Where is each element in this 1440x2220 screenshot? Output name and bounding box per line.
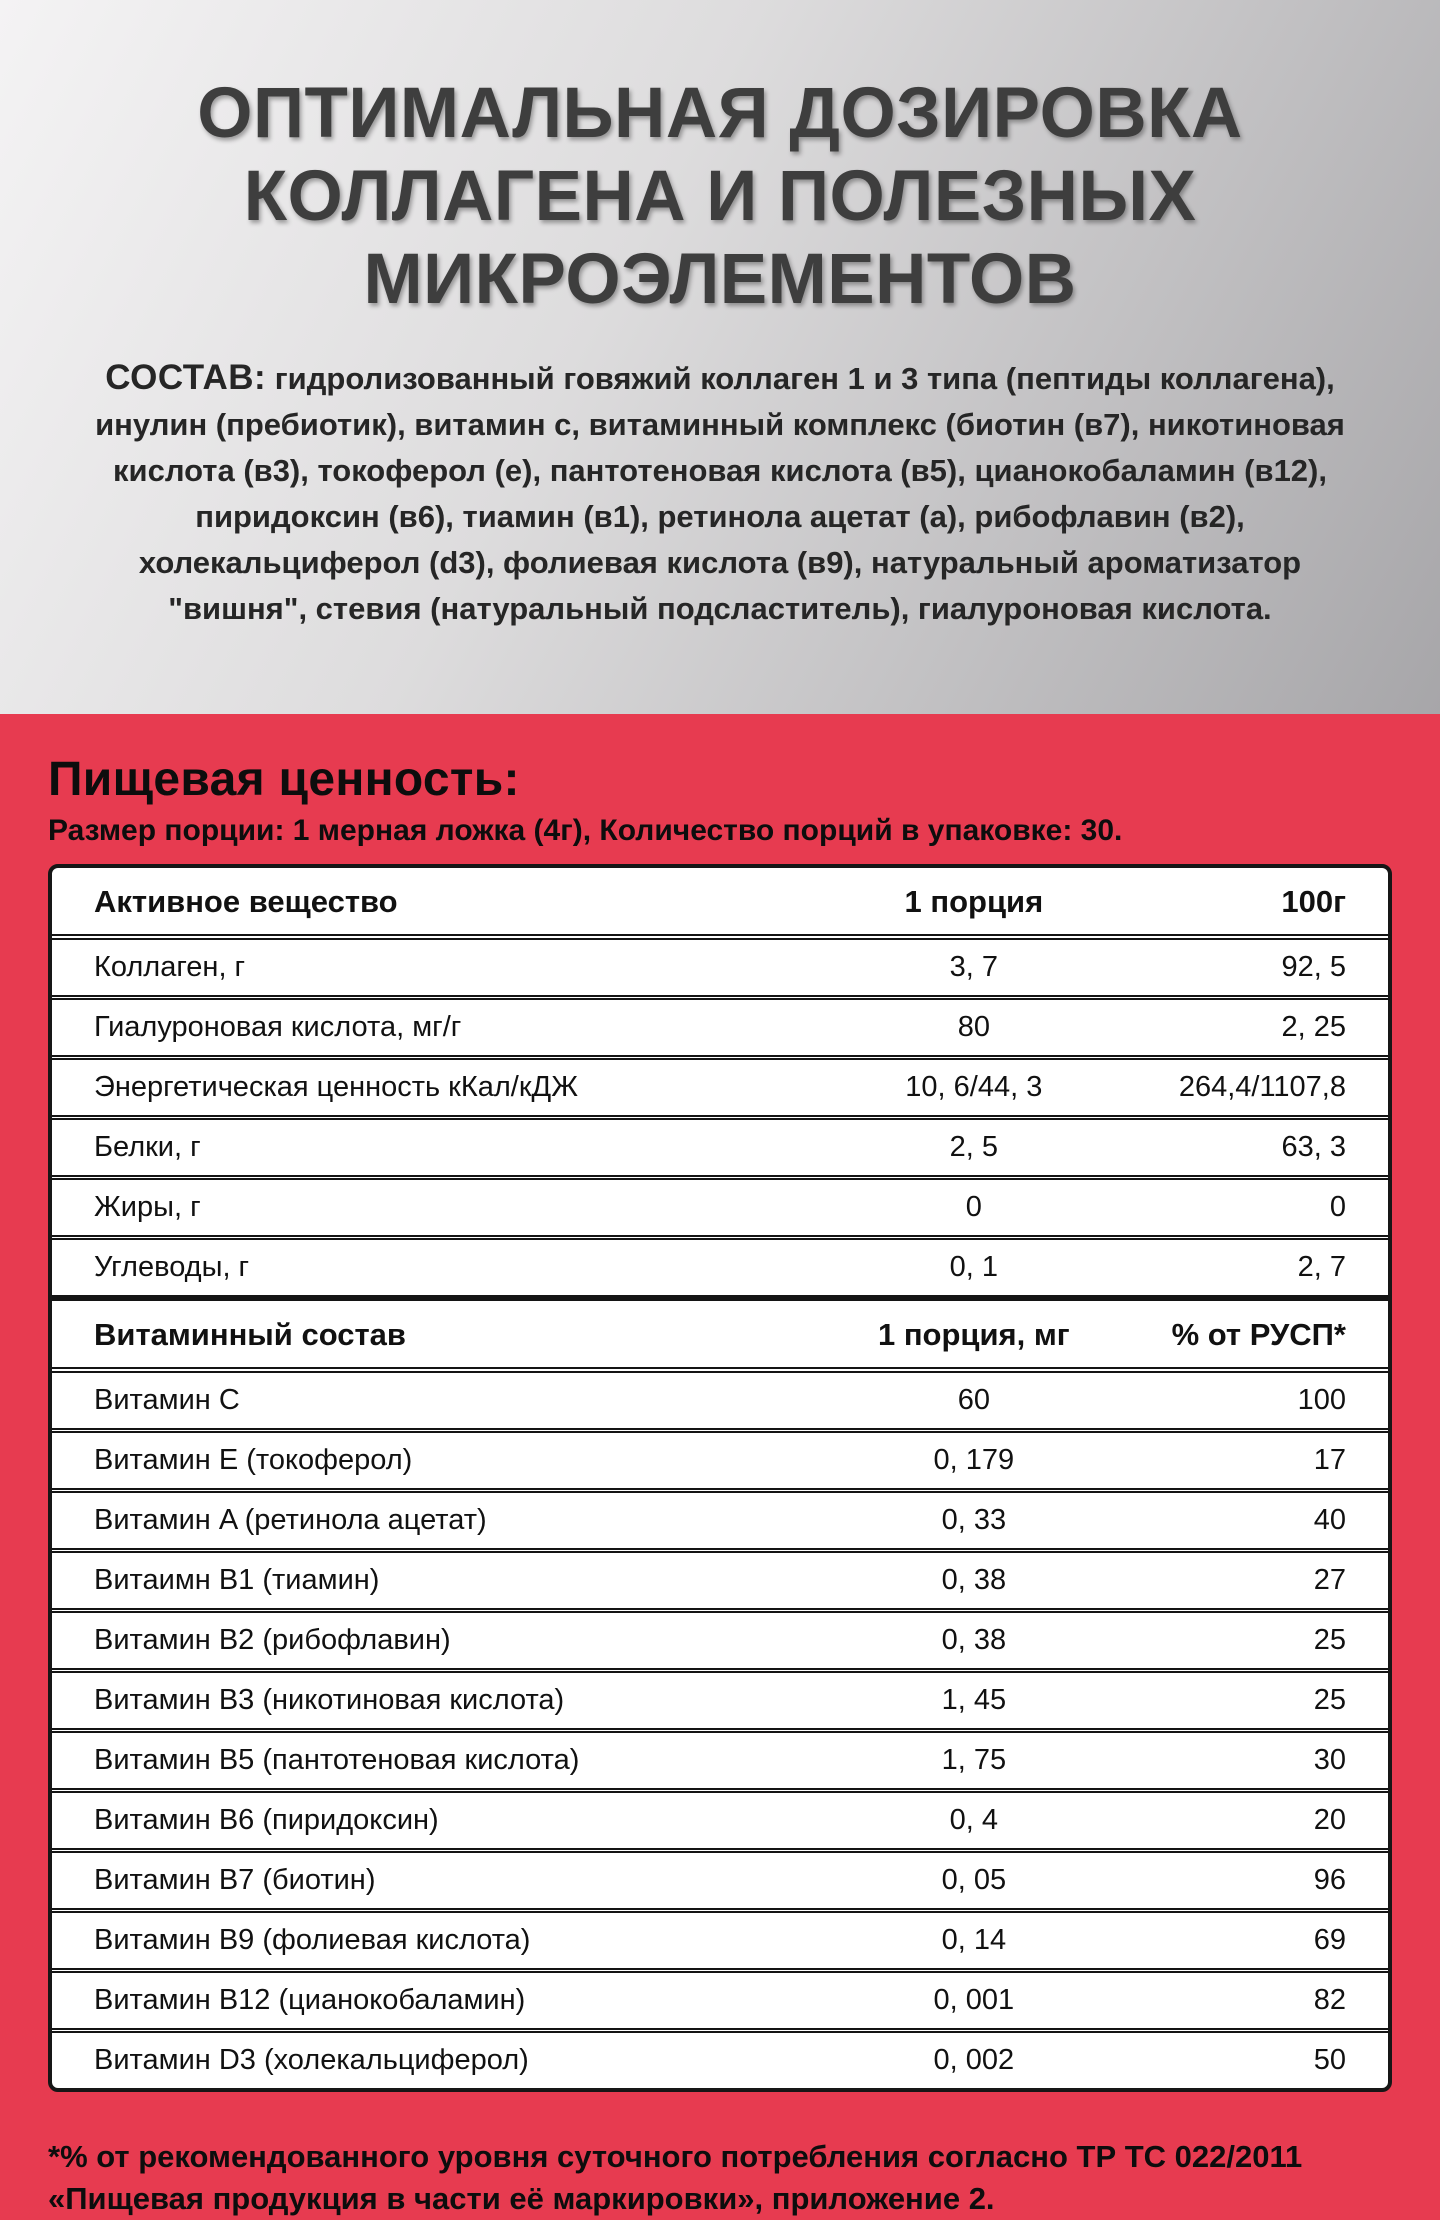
table-row (52, 937, 1388, 998)
value-per-serving: 10, 6/44, 3 (800, 1058, 1147, 1118)
table-header-cell: 100г (1281, 884, 1346, 919)
table-header-cell: Активное вещество (94, 884, 398, 919)
table-row (52, 1178, 1388, 1238)
nutrition-section (0, 714, 1440, 2220)
header-section (0, 0, 1440, 714)
table-header-cell: 1 порция, мг (800, 1298, 1147, 1370)
page-title-line-2: КОЛЛАГЕНА И ПОЛЕЗНЫХ (243, 157, 1197, 236)
table-row (52, 1491, 1388, 1551)
page-title-line-1: ОПТИМАЛЬНАЯ ДОЗИРОВКА (197, 74, 1243, 153)
table-row (52, 1671, 1388, 1731)
value-reference: 40 (1148, 1491, 1388, 1551)
nutrient-name: Жиры, г (52, 1178, 800, 1238)
value-reference: 25 (1148, 1611, 1388, 1671)
nutrient-name: Витамин В7 (биотин) (52, 1851, 800, 1911)
table-section-header-row (52, 868, 1388, 937)
nutrient-name: Витамин В6 (пиридоксин) (52, 1791, 800, 1851)
value-per-serving: 2, 5 (800, 1118, 1147, 1178)
table-row (52, 1238, 1388, 1299)
nutrition-table (52, 868, 1388, 2088)
nutrient-name: Витамин A (ретинола ацетат) (52, 1491, 800, 1551)
value-reference: 0 (1148, 1178, 1388, 1238)
value-per-serving: 0, 002 (800, 2031, 1147, 2089)
table-row (52, 1058, 1388, 1118)
value-per-serving: 1, 45 (800, 1671, 1147, 1731)
table-row (52, 1791, 1388, 1851)
table-row (52, 1611, 1388, 1671)
value-reference: 2, 7 (1148, 1238, 1388, 1299)
footnote-line-1: *% от рекомендованного уровня суточного потребления согласно ТР ТС 022/2011 (48, 2139, 1303, 2174)
value-reference: 2, 25 (1148, 998, 1388, 1058)
value-reference: 30 (1148, 1731, 1388, 1791)
table-header-cell: Витаминный состав (52, 1298, 800, 1370)
footnote (48, 2136, 1392, 2220)
value-reference: 17 (1148, 1431, 1388, 1491)
page-title (0, 72, 1440, 321)
value-per-serving: 3, 7 (800, 937, 1147, 998)
value-per-serving: 0, 1 (800, 1238, 1147, 1299)
value-reference: 27 (1148, 1551, 1388, 1611)
value-per-serving: 0, 4 (800, 1791, 1147, 1851)
value-reference: 25 (1148, 1671, 1388, 1731)
value-reference: 69 (1148, 1911, 1388, 1971)
nutrient-name: Витамин В12 (цианокобаламин) (52, 1971, 800, 2031)
nutrition-table-container (48, 864, 1392, 2092)
table-row (52, 1851, 1388, 1911)
value-reference: 50 (1148, 2031, 1388, 2089)
nutrition-section-title: Пищевая ценность: (48, 753, 520, 806)
nutrient-name: Витамин В5 (пантотеновая кислота) (52, 1731, 800, 1791)
serving-size-line: Размер порции: 1 мерная ложка (4г), Количество порций в упаковке: 30. (48, 814, 1123, 847)
nutrient-name: Витамин В2 (рибофлавин) (52, 1611, 800, 1671)
value-per-serving: 0, 38 (800, 1611, 1147, 1671)
table-header-cell: % от РУСП* (1148, 1298, 1388, 1370)
nutrient-name: Витамин C (52, 1370, 800, 1431)
page-title-line-3: МИКРОЭЛЕМЕНТОВ (363, 240, 1077, 319)
table-row (52, 2031, 1388, 2089)
composition-label: СОСТАВ: (105, 358, 267, 397)
nutrient-name: Витамин В3 (никотиновая кислота) (52, 1671, 800, 1731)
value-per-serving: 0, 179 (800, 1431, 1147, 1491)
nutrient-name: Витаимн В1 (тиамин) (52, 1551, 800, 1611)
table-row (52, 1370, 1388, 1431)
value-reference: 92, 5 (1148, 937, 1388, 998)
value-per-serving: 0, 14 (800, 1911, 1147, 1971)
value-per-serving: 60 (800, 1370, 1147, 1431)
nutrient-name: Белки, г (52, 1118, 800, 1178)
value-reference: 82 (1148, 1971, 1388, 2031)
value-reference: 100 (1148, 1370, 1388, 1431)
nutrition-table-body (52, 868, 1388, 2088)
table-row (52, 998, 1388, 1058)
nutrient-name: Углеводы, г (52, 1238, 800, 1299)
nutrient-name: Гиалуроновая кислота, мг/г (52, 998, 800, 1058)
value-per-serving: 0 (800, 1178, 1147, 1238)
value-per-serving: 0, 001 (800, 1971, 1147, 2031)
value-reference: 63, 3 (1148, 1118, 1388, 1178)
nutrient-name: Витамин D3 (холекальциферол) (52, 2031, 800, 2089)
composition-text: гидролизованный говяжий коллаген 1 и 3 типа (пептиды коллагена), инулин (пребиотик), витамин с, витаминный комплекс (биотин (в7), никотиновая кислота (в3), токоферол (е), пантотеновая кислота (в5), цианокобаламин (в12), пиридоксин (в6), тиамин (в1), ретинола ацетат (а), рибофлавин (в2), холекальциферол (d3), фолиевая кислота (в9), натуральный ароматизатор "вишня", стевия (натуральный подсластитель), гиалуроновая кислота. (95, 361, 1345, 626)
footnote-line-2: «Пищевая продукция в части её маркировки», приложение 2. (48, 2181, 995, 2216)
table-header-cell: 1 порция (904, 884, 1044, 919)
value-per-serving: 1, 75 (800, 1731, 1147, 1791)
value-per-serving: 0, 33 (800, 1491, 1147, 1551)
nutrient-name: Витамин В9 (фолиевая кислота) (52, 1911, 800, 1971)
nutrient-name: Витамин E (токоферол) (52, 1431, 800, 1491)
nutrient-name: Энергетическая ценность кКал/кДЖ (52, 1058, 800, 1118)
value-per-serving: 0, 05 (800, 1851, 1147, 1911)
composition-paragraph (80, 355, 1360, 632)
value-per-serving: 80 (800, 998, 1147, 1058)
table-row (52, 1731, 1388, 1791)
table-row (52, 1431, 1388, 1491)
table-row (52, 1971, 1388, 2031)
nutrient-name: Коллаген, г (52, 937, 800, 998)
value-reference: 96 (1148, 1851, 1388, 1911)
value-reference: 20 (1148, 1791, 1388, 1851)
value-reference: 264,4/1107,8 (1148, 1058, 1388, 1118)
value-per-serving: 0, 38 (800, 1551, 1147, 1611)
table-row (52, 1551, 1388, 1611)
table-section-header-row (52, 1298, 1388, 1370)
table-row (52, 1118, 1388, 1178)
